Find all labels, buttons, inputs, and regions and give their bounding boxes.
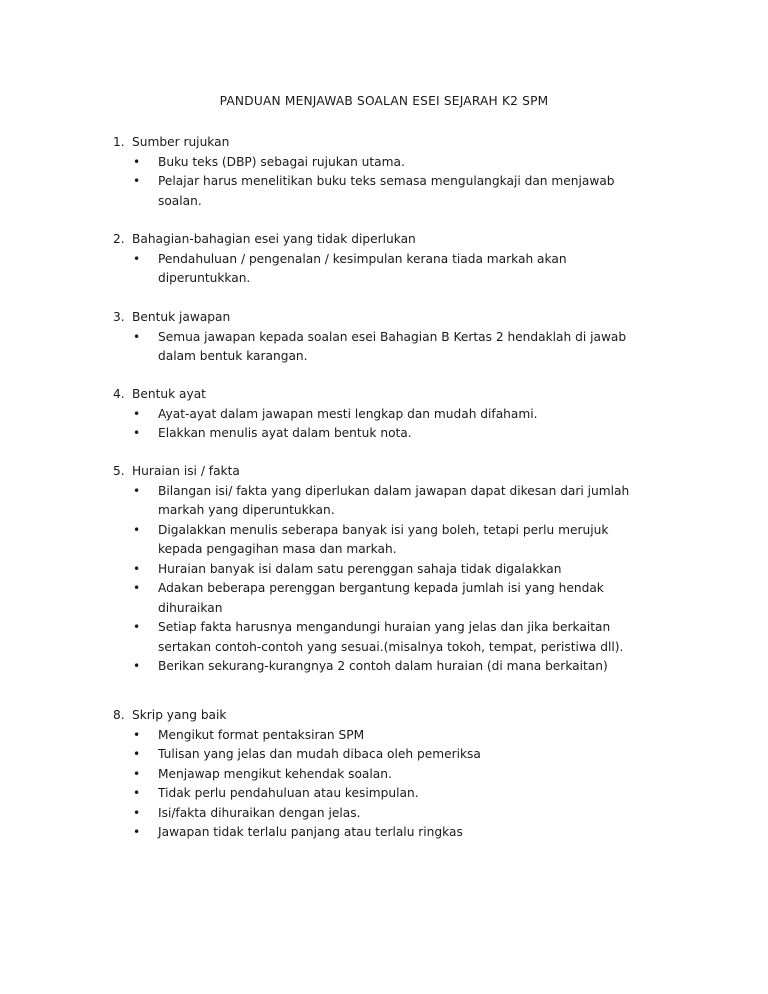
bullet-icon: •: [133, 825, 141, 839]
bullet-icon: •: [133, 329, 141, 344]
section-6: [113, 706, 673, 843]
list-item-text: Semua jawapan kepada soalan esei Bahagian B Kertas 2 hendaklah di jawab: [158, 329, 627, 344]
list-item: [113, 328, 673, 367]
section-heading-text: Huraian isi / fakta: [132, 464, 240, 478]
section-number: 2.: [113, 232, 125, 246]
section-number: 5.: [113, 464, 125, 478]
list-item: [113, 560, 673, 580]
list-item-text: Berikan sekurang-kurangnya 2 contoh dalam huraian (di mana berkaitan): [158, 659, 608, 673]
list-item: [113, 424, 673, 444]
bullet-icon: •: [133, 581, 141, 595]
list-item-text: soalan.: [158, 193, 202, 208]
section-heading-text: Bahagian-bahagian esei yang tidak diperlukan: [132, 232, 416, 246]
list-item-text: sertakan contoh-contoh yang sesuai.(misalnya tokoh, tempat, peristiwa dll).: [158, 639, 624, 654]
bullet-icon: •: [133, 154, 141, 169]
bullet-icon: •: [133, 483, 141, 498]
list-item-text: Huraian banyak isi dalam satu perenggan sahaja tidak digalakkan: [158, 561, 562, 576]
section-heading-text: Skrip yang baik: [132, 708, 227, 722]
section-heading-text: Sumber rujukan: [132, 135, 230, 149]
section-heading-text: Bentuk ayat: [132, 387, 206, 401]
list-item-text: Tidak perlu pendahuluan atau kesimpulan.: [158, 786, 419, 800]
list-item-text: kepada pengagihan masa dan markah.: [158, 542, 397, 556]
list-item-text: Buku teks (DBP) sebagai rujukan utama.: [158, 154, 405, 169]
bullet-icon: •: [133, 174, 141, 188]
list-item-text: Elakkan menulis ayat dalam bentuk nota.: [158, 426, 412, 440]
list-item: [113, 726, 673, 746]
section-heading: [113, 385, 673, 405]
bullet-icon: •: [133, 406, 141, 421]
list-item: [113, 657, 673, 677]
bullet-icon: •: [133, 251, 141, 266]
list-item: [113, 172, 673, 211]
section-number: 4.: [113, 387, 125, 401]
list-item-text: Tulisan yang jelas dan mudah dibaca oleh pemeriksa: [158, 747, 481, 761]
section-number: 8.: [113, 708, 125, 722]
bullet-icon: •: [133, 727, 141, 742]
list-item-text: Pelajar harus menelitikan buku teks semasa mengulangkaji dan menjawab: [158, 174, 615, 188]
list-item-text: diperuntukkan.: [158, 271, 251, 285]
list-item: [113, 745, 673, 765]
section-heading: [113, 308, 673, 328]
section-heading: [113, 462, 673, 482]
list-item: [113, 804, 673, 824]
list-item-text: markah yang diperuntukkan.: [158, 503, 335, 517]
bullet-icon: •: [133, 561, 141, 576]
bullet-icon: •: [133, 522, 141, 537]
bullet-icon: •: [133, 786, 141, 800]
list-item: [113, 405, 673, 425]
list-item-text: Bilangan isi/ fakta yang diperlukan dalam jawapan dapat dikesan dari jumlah: [158, 483, 630, 498]
list-item-text: Setiap fakta harusnya mengandungi huraian yang jelas dan jika berkaitan: [158, 620, 611, 634]
document-title: PANDUAN MENJAWAB SOALAN ESEI SEJARAH K2 SPM: [219, 94, 549, 108]
list-item-text: Ayat-ayat dalam jawapan mesti lengkap dan mudah difahami.: [158, 406, 538, 421]
bullet-icon: •: [133, 620, 141, 634]
bullet-icon: •: [133, 766, 141, 781]
section-number: 1.: [113, 135, 125, 149]
section-3: [113, 308, 673, 367]
list-item: [113, 153, 673, 173]
bullet-icon: •: [133, 426, 141, 440]
bullet-icon: •: [133, 659, 141, 673]
list-item: [113, 482, 673, 521]
list-item-text: Digalakkan menulis seberapa banyak isi yang boleh, tetapi perlu merujuk: [158, 522, 609, 537]
list-item: [113, 618, 673, 657]
bullet-icon: •: [133, 747, 141, 761]
section-1: [113, 133, 673, 211]
list-item: [113, 765, 673, 785]
section-heading: [113, 230, 673, 250]
list-item: [113, 784, 673, 804]
section-5: [113, 462, 673, 677]
section-heading: [113, 706, 673, 726]
list-item: [113, 521, 673, 560]
list-item: [113, 250, 673, 289]
list-item-text: dalam bentuk karangan.: [158, 349, 308, 363]
list-item: [113, 579, 673, 618]
section-heading: [113, 133, 673, 153]
bullet-icon: •: [133, 805, 141, 820]
section-heading-text: Bentuk jawapan: [132, 310, 231, 324]
list-item: [113, 823, 673, 843]
list-item-text: Menjawap mengikut kehendak soalan.: [158, 766, 392, 781]
list-item-text: Jawapan tidak terlalu panjang atau terlalu ringkas: [158, 825, 463, 839]
section-number: 3.: [113, 310, 125, 324]
list-item-text: Mengikut format pentaksiran SPM: [158, 727, 365, 742]
list-item-text: Isi/fakta dihuraikan dengan jelas.: [158, 805, 361, 820]
section-4: [113, 385, 673, 444]
list-item-text: Adakan beberapa perenggan bergantung kepada jumlah isi yang hendak: [158, 581, 604, 595]
list-item-text: Pendahuluan / pengenalan / kesimpulan kerana tiada markah akan: [158, 251, 567, 266]
list-item-text: dihuraikan: [158, 600, 223, 615]
section-2: [113, 230, 673, 289]
